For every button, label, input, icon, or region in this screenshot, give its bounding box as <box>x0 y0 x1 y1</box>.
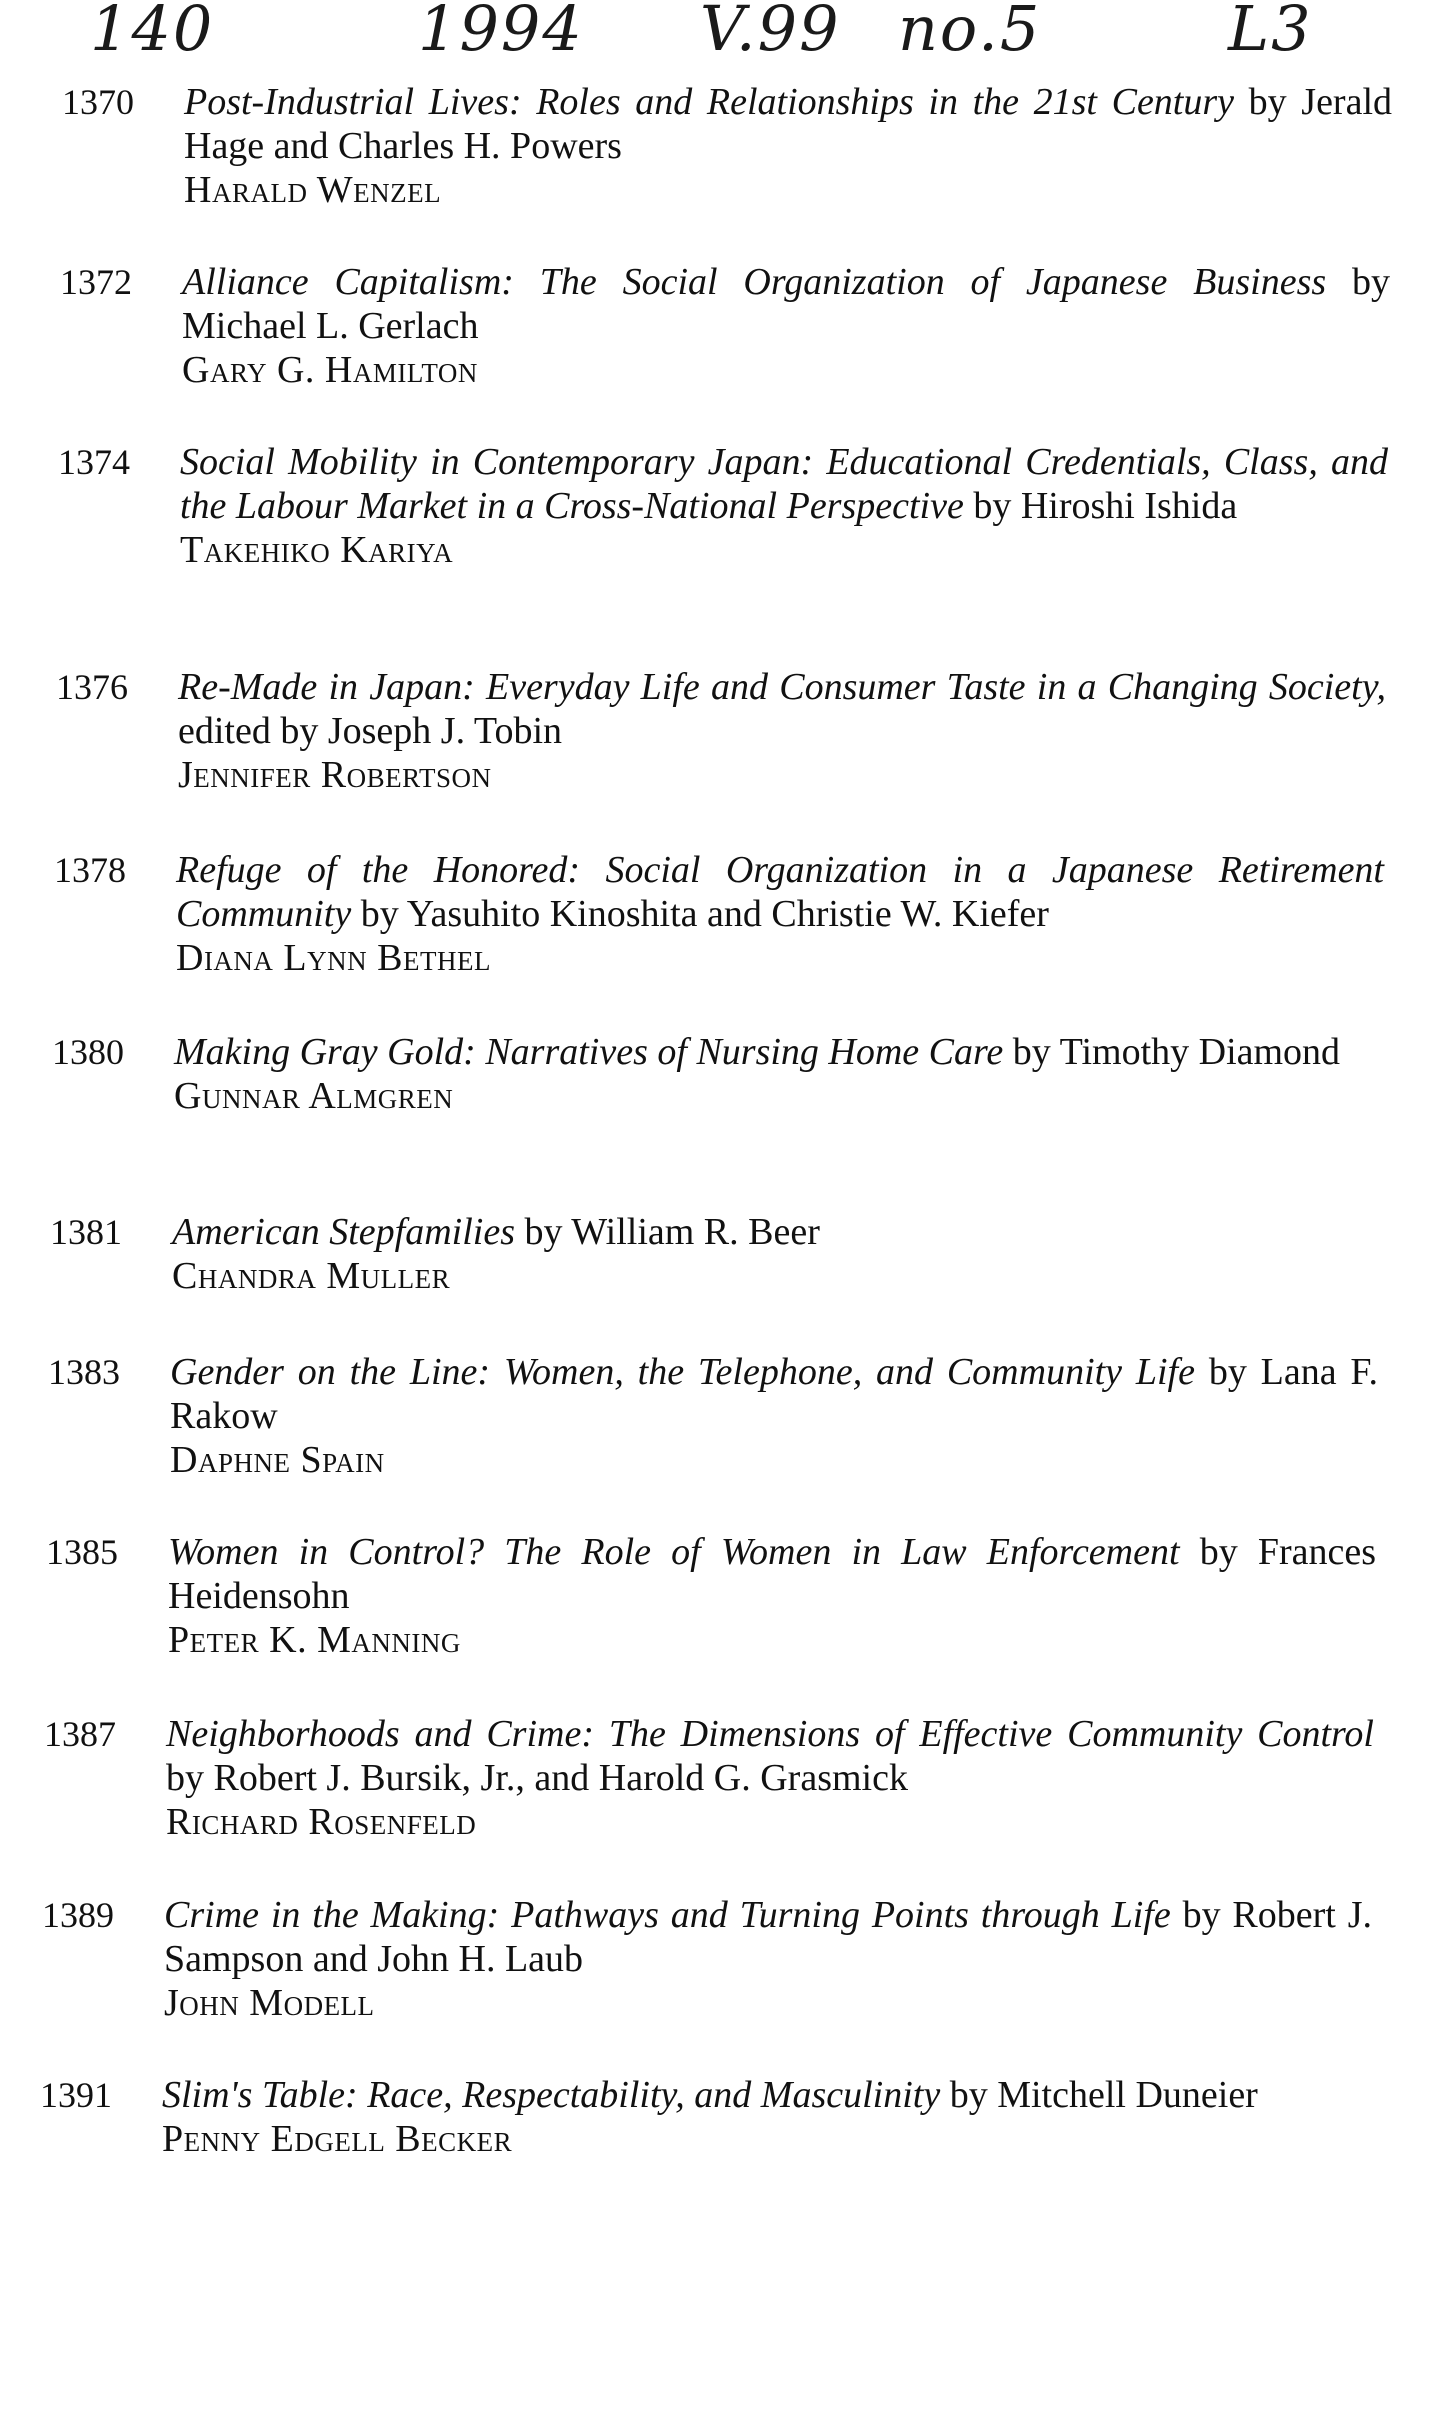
entry-page-number: 1376 <box>56 667 128 707</box>
book-byline: by Timothy Diamond <box>1012 1031 1341 1073</box>
reviewer-name: Diana Lynn Bethel <box>176 937 491 979</box>
reviewer-name: Harald Wenzel <box>184 169 442 211</box>
book-title: Post-Industrial Lives: Roles and Relationships in the 21st Century <box>184 81 1235 123</box>
entry-page-number: 1378 <box>54 850 126 890</box>
review-entry <box>58 440 1398 600</box>
handwritten-note-4: no.5 <box>898 0 1042 65</box>
review-entry <box>54 848 1394 1008</box>
review-entry <box>60 260 1400 420</box>
reviewer-name: Penny Edgell Becker <box>162 2118 513 2160</box>
entry-page-number: 1370 <box>62 82 134 122</box>
review-entry <box>42 1893 1382 2053</box>
entry-page-number: 1391 <box>40 2075 112 2115</box>
book-byline: by Robert J. Bursik, Jr., and Harold G. Grasmick <box>166 1757 908 1799</box>
book-title: American Stepfamilies <box>172 1211 515 1253</box>
entry-body <box>168 1530 1376 1662</box>
entry-body <box>170 1350 1378 1482</box>
book-title: Re-Made in Japan: Everyday Life and Consumer Taste in a Changing Society, <box>178 666 1386 708</box>
reviewer-name: Jennifer Robertson <box>178 754 492 796</box>
entry-body <box>178 665 1386 797</box>
entry-page-number: 1381 <box>50 1212 122 1252</box>
entry-page-number: 1374 <box>58 442 130 482</box>
entry-body <box>184 80 1392 212</box>
entry-body <box>166 1712 1374 1844</box>
review-entry <box>46 1530 1386 1690</box>
entry-page-number: 1372 <box>60 262 132 302</box>
entry-page-number: 1385 <box>46 1532 118 1572</box>
entry-body <box>164 1893 1372 2025</box>
entry-body <box>182 260 1390 392</box>
review-entry <box>62 80 1402 240</box>
review-entry <box>50 1210 1390 1370</box>
book-title: Gender on the Line: Women, the Telephone, and Community Life <box>170 1351 1195 1393</box>
entry-body <box>180 440 1388 572</box>
review-entry <box>44 1712 1384 1872</box>
reviewer-name: Chandra Muller <box>172 1255 451 1297</box>
entry-body <box>172 1210 1380 1298</box>
book-title: Neighborhoods and Crime: The Dimensions of Effective Community Control <box>166 1713 1374 1755</box>
book-byline: by Robert J. Sampson and John H. Laub <box>164 1894 1372 1980</box>
book-byline: by Jerald Hage and Charles H. Powers <box>184 81 1393 167</box>
reviewer-name: Peter K. Manning <box>168 1619 461 1661</box>
review-entry <box>48 1350 1388 1510</box>
entry-body <box>174 1030 1382 1118</box>
review-entry <box>52 1030 1392 1190</box>
review-entry <box>56 665 1396 825</box>
handwritten-note-1: 140 <box>90 0 215 65</box>
book-byline: by Mitchell Duneier <box>949 2074 1258 2116</box>
handwritten-note-2: 1994 <box>418 0 584 65</box>
book-byline: by William R. Beer <box>524 1211 820 1253</box>
book-title: Refuge of the Honored: Social Organization in a Japanese Retirement Community <box>176 849 1384 935</box>
book-byline: by Michael L. Gerlach <box>182 261 1390 347</box>
review-entry <box>40 2073 1380 2233</box>
book-byline: by Lana F. Rakow <box>170 1351 1378 1437</box>
book-title: Social Mobility in Contemporary Japan: Educational Credentials, Class, and the Labour Market in a Cross-National Perspective <box>180 441 1388 527</box>
entry-body <box>162 2073 1370 2161</box>
book-byline: by Yasuhito Kinoshita and Christie W. Kiefer <box>360 893 1049 935</box>
handwritten-note-3: V.99 <box>700 0 841 65</box>
reviewer-name: Gunnar Almgren <box>174 1075 454 1117</box>
book-title: Alliance Capitalism: The Social Organization of Japanese Business <box>182 261 1327 303</box>
book-title: Women in Control? The Role of Women in Law Enforcement <box>168 1531 1180 1573</box>
book-byline: by Hiroshi Ishida <box>973 485 1238 527</box>
handwritten-note-5: L3 <box>1228 0 1313 65</box>
book-title: Crime in the Making: Pathways and Turning Points through Life <box>164 1894 1171 1936</box>
book-byline: edited by Joseph J. Tobin <box>178 710 563 752</box>
reviewer-name: Daphne Spain <box>170 1439 385 1481</box>
book-byline: by Frances Heidensohn <box>168 1531 1376 1617</box>
reviewer-name: Takehiko Kariya <box>180 529 454 571</box>
entry-page-number: 1380 <box>52 1032 124 1072</box>
book-title: Making Gray Gold: Narratives of Nursing Home Care <box>174 1031 1004 1073</box>
entry-page-number: 1383 <box>48 1352 120 1392</box>
entry-page-number: 1387 <box>44 1714 116 1754</box>
reviewer-name: Richard Rosenfeld <box>166 1801 477 1843</box>
reviewer-name: John Modell <box>164 1982 375 2024</box>
entry-page-number: 1389 <box>42 1895 114 1935</box>
reviewer-name: Gary G. Hamilton <box>182 349 478 391</box>
entry-body <box>176 848 1384 980</box>
book-title: Slim's Table: Race, Respectability, and Masculinity <box>162 2074 941 2116</box>
